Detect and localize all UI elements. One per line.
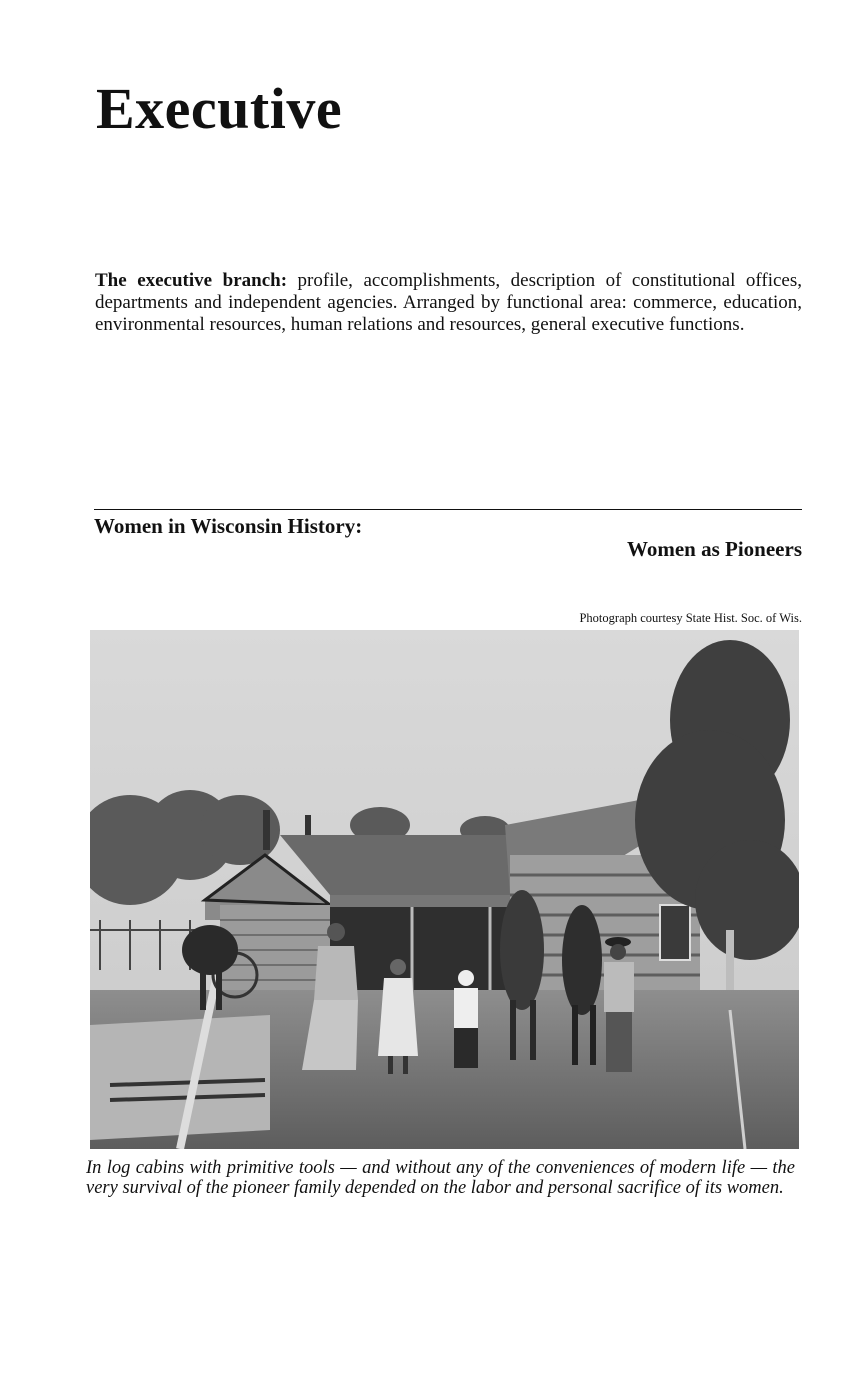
- pioneer-family-photo: [90, 630, 799, 1149]
- intro-paragraph: [95, 270, 802, 336]
- intro-body: profile, accomplishments, description of constitutional offices, departments and independent agencies. Arranged by functional area: commerce, education, environmental resources, human relations and resources, general executive functions.: [95, 270, 802, 335]
- photo-credit: Photograph courtesy State Hist. Soc. of Wis.: [579, 611, 802, 625]
- page-title: Executive: [96, 76, 343, 141]
- intro-lead: The executive branch:: [95, 270, 288, 291]
- section-subtitle: Women as Pioneers: [627, 537, 802, 561]
- photo-caption: In log cabins with primitive tools — and without any of the conveniences of modern life — the very survival of the pioneer family depended on the labor and personal sacrifice of its women.: [86, 1158, 795, 1198]
- section-divider: [94, 509, 802, 510]
- series-title: Women in Wisconsin History:: [94, 514, 363, 538]
